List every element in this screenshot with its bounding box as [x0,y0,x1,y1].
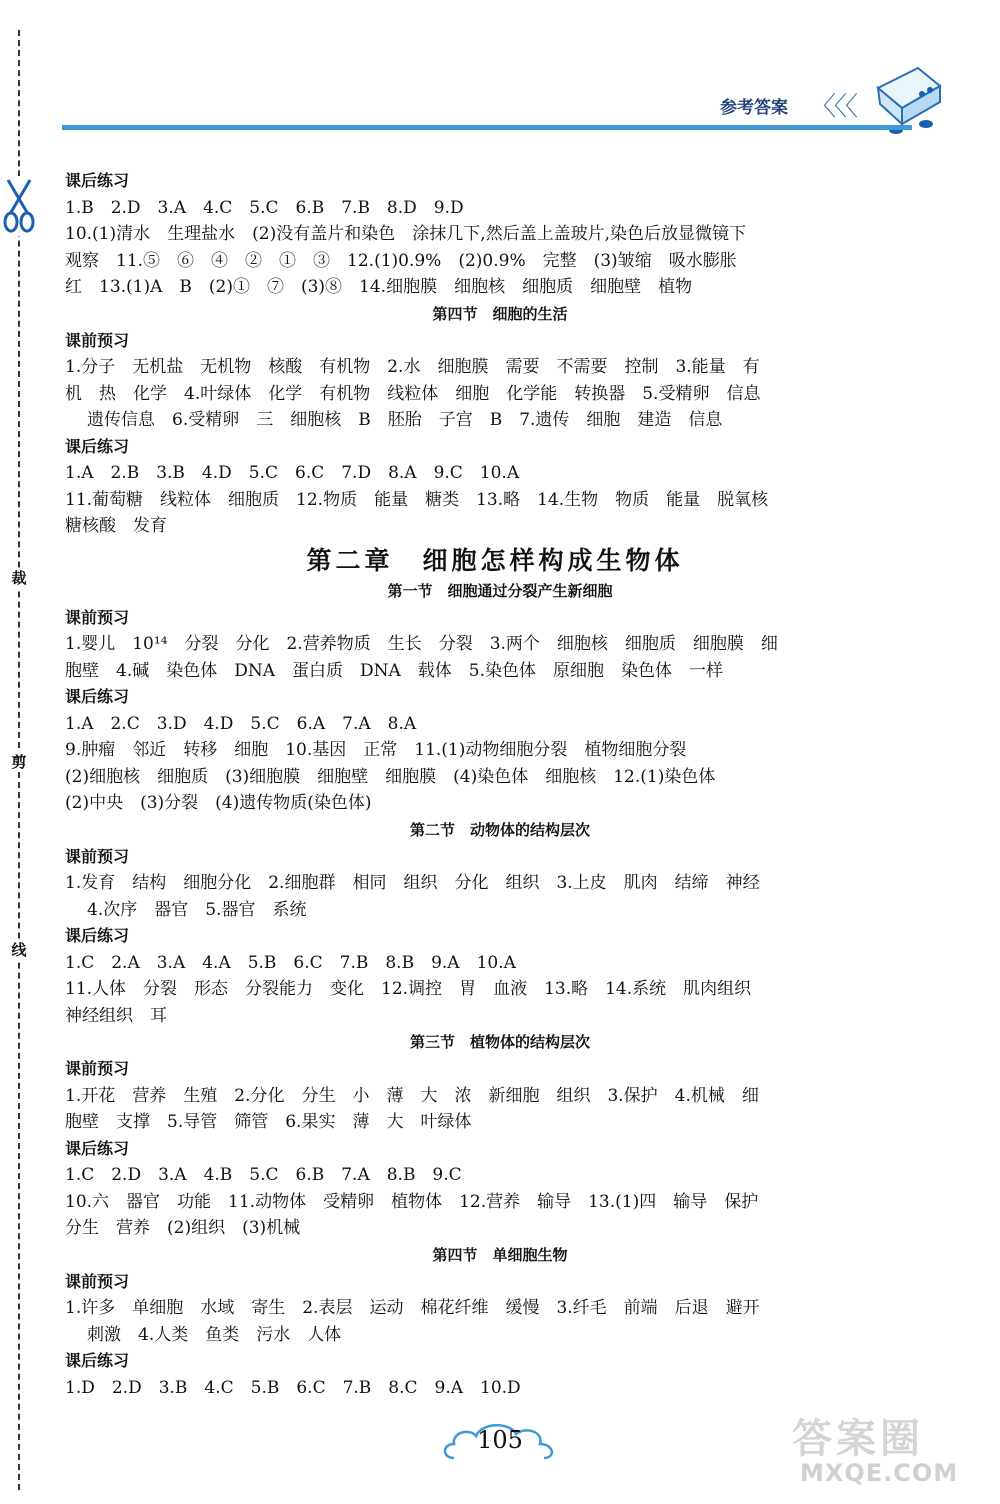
answer-line: (2)细胞核 细胞质 (3)细胞膜 细胞壁 细胞膜 (4)染色体 细胞核 12.(1)染色体 [65,766,716,787]
answer-line: 胞壁 4.碱 染色体 DNA 蛋白质 DNA 载体 5.染色体 原细胞 染色体 一样 [65,660,724,681]
exercise-label: 课前预习 [65,330,130,350]
header-arrows-icon: 〈〈〈 [810,92,857,122]
exercise-label: 课前预习 [65,1271,130,1291]
answer-line: 1.许多 单细胞 水域 寄生 2.表层 运动 棉花纤维 缓慢 3.纤毛 前端 后退 避开 [65,1298,760,1318]
exercise-label: 课后练习 [65,1351,130,1370]
answer-line: 1.开花 营养 生殖 2.分化 分生 小 薄 大 浓 新细胞 组织 3.保护 4.机械 细 [65,1085,759,1106]
answer-line: 1.A 2.B 3.B 4.D 5.C 6.C 7.D 8.A 9.C 10.A [65,463,520,483]
answer-line: 分生 营养 (2)组织 (3)机械 [65,1218,301,1238]
answer-line: 1.B 2.D 3.A 4.C 5.C 6.B 7.B 8.D 9.D [65,197,464,218]
answer-line: 1.A 2.C 3.D 4.D 5.C 6.A 7.A 8.A [65,713,417,734]
exercise-label: 课后练习 [65,171,130,190]
answer-content [65,168,925,1401]
section-title: 第四节 细胞的生活 [432,304,568,323]
exercise-label: 课前预习 [65,846,130,866]
answer-line: 4.次序 器官 5.器官 系统 [87,899,307,920]
answer-line: 1.分子 无机盐 无机物 核酸 有机物 2.水 细胞膜 需要 不需要 控制 3.能量 有 [65,357,760,377]
exercise-label: 课前预习 [65,1059,130,1078]
section-title: 第二节 动物体的结构层次 [409,820,590,839]
answer-line: 1.发育 结构 细胞分化 2.细胞群 相同 组织 分化 组织 3.上皮 肌肉 结缔 神经 [65,873,760,893]
watermark-title: 答案圈 [792,1416,924,1462]
cut-label-char: 线 [6,940,32,960]
answer-line: 1.C 2.D 3.A 4.B 5.C 6.B 7.A 8.B 9.C [65,1165,462,1185]
exercise-label: 课后练习 [65,687,130,706]
exercise-label: 课后练习 [65,436,130,456]
chapter-title: 第二章 细胞怎样构成生物体 [306,545,684,575]
cut-label-char: 裁 [6,568,32,588]
answer-line: 刺激 4.人类 鱼类 污水 人体 [87,1324,342,1345]
answer-line: 1.D 2.D 3.B 4.C 5.B 6.C 7.B 8.C 9.A 10.D [65,1377,521,1398]
exercise-label: 课后练习 [65,926,130,945]
watermark [786,1405,986,1495]
answer-line: 糖核酸 发育 [65,516,167,536]
cut-label-char: 剪 [6,752,32,772]
answer-line: 1.婴儿 10¹⁴ 分裂 分化 2.营养物质 生长 分裂 3.两个 细胞核 细胞质 细胞膜 细 [65,634,778,654]
exercise-label: 课后练习 [65,1138,130,1158]
answer-line: 遗传信息 6.受精卵 三 细胞核 B 胚胎 子宫 B 7.遗传 细胞 建造 信息 [87,410,723,430]
header-rule [62,125,912,130]
header-title: 参考答案 [720,98,788,118]
answer-line: 红 13.(1)A B (2)① ⑦ (3)⑧ 14.细胞膜 细胞核 细胞质 细胞壁 植物 [65,277,693,297]
answer-line: 11.人体 分裂 形态 分裂能力 变化 12.调控 胃 血液 13.略 14.系统 肌肉组织 [65,979,752,999]
answer-line: 机 热 化学 4.叶绿体 化学 有机物 线粒体 细胞 化学能 转换器 5.受精卵 信息 [65,383,761,404]
page-number-text: 105 [477,1426,523,1454]
exercise-label: 课前预习 [65,607,130,627]
watermark-url: MXQE.COM [800,1459,959,1487]
answer-line: 观察 11.⑤ ⑥ ④ ② ① ③ 12.(1)0.9% (2)0.9% 完整 (3)皱缩 吸水膨胀 [65,250,737,271]
section-title: 第四节 单细胞生物 [432,1245,568,1264]
answer-line: 10.六 器官 功能 11.动物体 受精卵 植物体 12.营养 输导 13.(1)四 输导 保护 [65,1191,759,1212]
answer-line: 9.肿瘤 邻近 转移 细胞 10.基因 正常 11.(1)动物细胞分裂 植物细胞分裂 [65,740,687,760]
answer-line: 胞壁 支撑 5.导管 筛管 6.果实 薄 大 叶绿体 [65,1112,472,1132]
scissors-icon [2,176,36,236]
answer-line: 神经组织 耳 [65,1005,167,1026]
answer-line: 10.(1)清水 生理盐水 (2)没有盖片和染色 涂抹几下,然后盖上盖玻片,染色后放显微镜下 [65,224,747,244]
section-title: 第三节 植物体的结构层次 [409,1033,590,1051]
answer-line: 11.葡萄糖 线粒体 细胞质 12.物质 能量 糖类 13.略 14.生物 物质 能量 脱氧核 [65,489,769,510]
section-title: 第一节 细胞通过分裂产生新细胞 [387,581,613,600]
answer-line: (2)中央 (3)分裂 (4)遗传物质(染色体) [65,793,372,813]
page-number [440,1418,560,1464]
answer-line: 1.C 2.A 3.A 4.A 5.B 6.C 7.B 8.B 9.A 10.A [65,952,516,973]
